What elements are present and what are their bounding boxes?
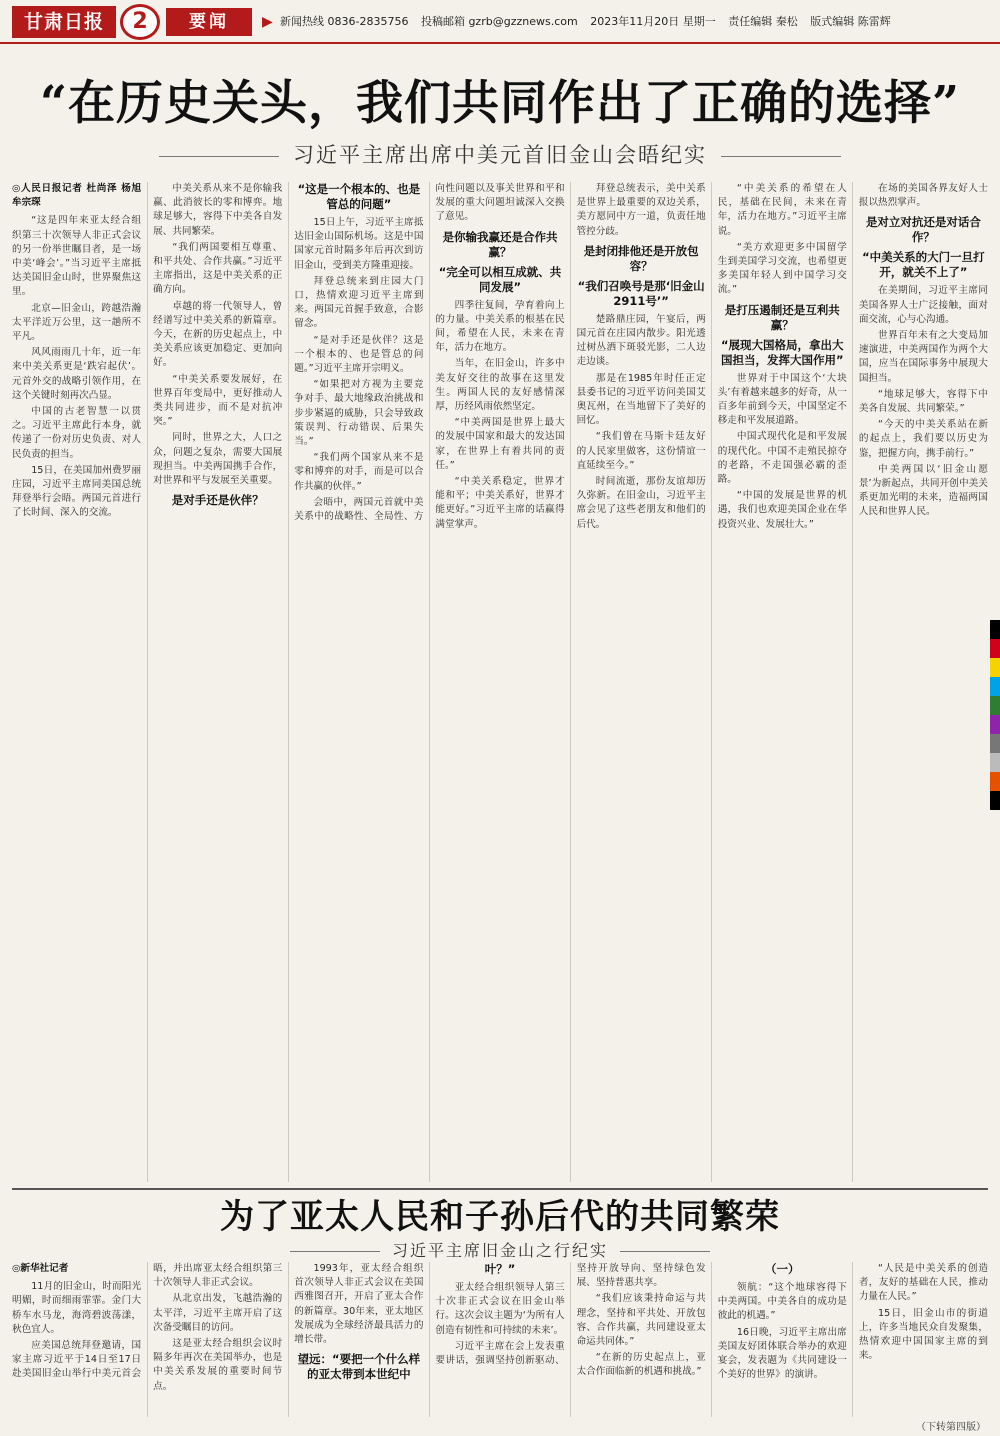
- paragraph: 楚路鼎庄园，午宴后，两国元首在庄园内散步。阳光透过树丛洒下斑驳光影，二人边走边谈。: [576, 313, 706, 368]
- paragraph: 那是在1985年时任正定县委书记的习近平访问美国艾奥瓦州，在当地留下了美好的回忆。: [576, 372, 706, 427]
- paragraph: 在美期间，习近平主席同美国各界人士广泛接触，面对面交流，心与心沟通。: [858, 285, 988, 325]
- paragraph: 中国的古老智慧一以贯之。习近平主席此行本身，就传递了一份对历史负责、对人民负责的担当。: [12, 406, 142, 460]
- paragraph: 四季往复间，孕育着向上的力量。中美关系的根基在民间，希望在人民，未来在青年，活力在地方。: [435, 299, 565, 354]
- color-swatch: [990, 734, 1000, 753]
- paragraph: 1993年，亚太经合组织首次领导人非正式会议在美国西雅图召开，开启了亚太合作的新篇章。30年来，亚太地区发展成为全球经济最具活力的增长带。: [294, 1263, 424, 1346]
- arrow-icon: ▶: [262, 14, 273, 30]
- paragraph: “这是四年来亚太经合组织第三十次领导人非正式会议的另一份举世瞩目者，是一场中美‘峰会’。”当习近平主席抵达美国旧金山时，世界聚焦这里。: [12, 215, 142, 298]
- paragraph: 领航：“这个地球容得下中美两国。中美各自的成功是彼此的机遇。”: [717, 1282, 847, 1322]
- paragraph: “今天的中美关系站在新的起点上，我们要以历史为鉴，把握方向，携手前行。”: [858, 419, 988, 459]
- print-color-bar: [990, 620, 1000, 810]
- paragraph: 卓越的将一代领导人，曾经谱写过中美关系的新篇章。今天，在新的历史起点上，中美关系应该更加稳定、更加向好。: [153, 300, 283, 369]
- rule-left: [290, 1251, 380, 1252]
- paragraph: 15日，旧金山市的街道上，许多当地民众自发聚集，热情欢迎中国国家主席的到来。: [858, 1307, 988, 1362]
- paragraph: 亚太经合组织领导人第三十次非正式会议在旧金山举行。这次会议主题为‘为所有人创造有韧性和可持续的未来’。: [435, 1282, 565, 1336]
- editor-text: 责任编辑 秦松: [728, 15, 798, 28]
- paragraph: “我们应该秉持命运与共理念，坚持和平共处、开放包容、合作共赢，共同建设亚太命运共同体。”: [576, 1293, 706, 1348]
- color-swatch: [990, 677, 1000, 696]
- paragraph: “如果把对方视为主要竞争对手、最大地缘政治挑战和步步紧逼的威胁，只会导致政策误判、行动错误、后果失当。”: [294, 379, 424, 448]
- paragraph: 北京—旧金山，跨越浩瀚太平洋近万公里，这一趟所不平凡。: [12, 302, 142, 343]
- paragraph: 会晤中，两国元首就中美关系中的战略性、全局性、方向性问题以及事关世界和平和发展的重大问题坦诚深入交换了意见。: [294, 183, 565, 523]
- paragraph: 从北京出发，飞越浩瀚的太平洋，习近平主席开启了这次备受瞩目的访问。: [153, 1293, 283, 1333]
- paragraph: “我们两个国家从来不是零和博弈的对手，而是可以合作共赢的伙伴。”: [294, 452, 424, 492]
- color-swatch: [990, 753, 1000, 772]
- section-subhead-quote: “完全可以相互成就、共同发展”: [438, 264, 562, 294]
- section-subhead: 是打压遏制还是互利共赢？: [724, 302, 840, 332]
- section-subhead: 是对立对抗还是对话合作？: [865, 215, 981, 245]
- article1-subheadline-wrap: [0, 140, 1000, 170]
- paragraph: “在新的历史起点上，亚太合作面临新的机遇和挑战。”: [576, 1352, 706, 1378]
- masthead: [0, 0, 1000, 44]
- paragraph: 16日晚，习近平主席出席美国友好团体联合举办的欢迎宴会，发表题为《共同建设一个美好的世界》的演讲。: [717, 1326, 847, 1381]
- color-swatch: [990, 715, 1000, 734]
- section-subhead: 望远：“要把一个什么样的亚太带到本世纪中叶？”: [297, 1262, 516, 1382]
- section-subhead: 是封闭排他还是开放包容？: [583, 243, 699, 273]
- date-text: 2023年11月20日 星期一: [590, 15, 716, 28]
- newspaper-logo: 甘肃日报: [12, 6, 116, 38]
- color-swatch: [990, 791, 1000, 810]
- paragraph: 中国式现代化是和平发展的现代化。中国不走殖民掠夺的老路，不走国强必霸的歪路。: [717, 431, 847, 486]
- article1-subheadline: 习近平主席出席中美元首旧金山会晤纪实: [293, 143, 707, 167]
- layout-editor-text: 版式编辑 陈雷辉: [810, 15, 891, 28]
- color-swatch: [990, 696, 1000, 715]
- section-subhead-quote: “中美关系的大门一旦打开，就关不上了”: [862, 250, 985, 280]
- paragraph: 11月的旧金山，时而阳光明媚，时而细雨霏霏。金门大桥车水马龙，海湾碧波荡漾，秋色宜人。: [12, 1281, 142, 1335]
- paragraph: “美方欢迎更多中国留学生到美国学习交流，也希望更多美国年轻人到中国学习交流。”: [717, 241, 847, 296]
- email-text: 投稿邮箱 gzrb@gzznews.com: [420, 15, 578, 28]
- continued-note: （下转第四版）: [916, 1422, 986, 1433]
- article2-headline: 为了亚太人民和子孙后代的共同繁荣: [220, 1197, 780, 1237]
- article2-subheadline-wrap: [0, 1240, 1000, 1262]
- section-subhead-quote: “我们召唤号是那‘旧金山2911号’”: [577, 278, 705, 308]
- section-label: 要闻: [166, 8, 252, 36]
- paragraph: “中美关系稳定，世界才能和平；中美关系好，世界才能更好。”习近平主席的话赢得满堂掌声。: [435, 476, 565, 530]
- rule-left: [159, 156, 279, 157]
- paragraph: “我们两国要相互尊重、和平共处、合作共赢。”习近平主席指出，这是中美关系的正确方向。: [153, 241, 283, 296]
- paragraph: “中国的发展是世界的机遇，我们也欢迎美国企业在华投资兴业、发展壮大。”: [717, 490, 847, 530]
- section-subhead: （一）: [765, 1262, 800, 1276]
- article-divider: [12, 1188, 988, 1190]
- paragraph: “中美两国是世界上最大的发展中国家和最大的发达国家，在世界上有着共同的责任。”: [435, 417, 565, 471]
- paragraph: 拜登总统表示，美中关系是世界上最重要的双边关系，美方愿同中方一道，负责任地管控分歧。: [576, 183, 706, 237]
- section-subhead-quote: “展现大国格局，拿出大国担当，发挥大国作用”: [720, 337, 844, 367]
- rule-right: [721, 156, 841, 157]
- article1-byline: ◎人民日报记者 杜尚泽 杨旭 牟宗琛: [12, 183, 142, 209]
- color-swatch: [990, 620, 1000, 639]
- rule-right: [620, 1251, 710, 1252]
- article1-body: [12, 182, 988, 1182]
- paragraph: 在场的美国各界友好人士报以热烈掌声。: [858, 183, 988, 209]
- paragraph: 时间流逝，那份友谊却历久弥新。在旧金山，习近平主席会见了这些老朋友和他们的后代。: [576, 476, 706, 530]
- paragraph: 应美国总统拜登邀请，国家主席习近平于14日至17日赴美国旧金山举行中美元首会晤，并出席亚太经合组织第三十次领导人非正式会议。: [12, 1263, 283, 1380]
- masthead-meta: [280, 8, 980, 36]
- paragraph: “人民是中美关系的创造者，友好的基础在人民，推动力量在人民。”: [858, 1263, 988, 1303]
- article2-body: [12, 1262, 988, 1417]
- paragraph: 中美关系从来不是你输我赢、此消彼长的零和博弈。地球足够大，容得下中美各自发展、共同繁荣。: [153, 183, 283, 237]
- paragraph: “我们曾在马斯卡廷友好的人民家里做客，这份情谊一直延续至今。”: [576, 431, 706, 471]
- paragraph: 世界百年未有之大变局加速演进，中美两国作为两个大国，应当在国际事务中展现大国担当。: [858, 330, 988, 384]
- paragraph: 15日上午，习近平主席抵达旧金山国际机场。这是中国国家元首时隔多年后再次到访旧金山，受到美方隆重迎接。: [294, 217, 424, 271]
- paragraph: 15日，在美国加州费罗丽庄园，习近平主席同美国总统拜登举行会晤。两国元首进行了长时间、深入的交流。: [12, 464, 142, 519]
- color-swatch: [990, 639, 1000, 658]
- paragraph: 风风雨雨几十年，近一年来中美关系更是‘跌宕起伏’。元首外交的战略引领作用，在这个关键时刻再次凸显。: [12, 347, 142, 401]
- paragraph: 当年，在旧金山，许多中美友好交往的故事在这里发生。两国人民的友好感情深厚，历经风雨依然坚定。: [435, 358, 565, 413]
- paragraph: “中美关系要发展好，在世界百年变局中，更好推动人类共同进步，而不是对抗冲突。”: [153, 373, 283, 428]
- article2-subheadline: 习近平主席旧金山之行纪实: [391, 1241, 608, 1260]
- page-number-badge: 2: [120, 4, 160, 40]
- paragraph: “地球足够大，容得下中美各自发展、共同繁荣。”: [858, 388, 988, 415]
- color-swatch: [990, 658, 1000, 677]
- paragraph: 世界对于中国这个‘大块头’有着越来越多的好奇，从一百多年前到今天，中国坚定不移走和平发展道路。: [717, 372, 847, 427]
- paragraph: 习近平主席在会上发表重要讲话，强调坚持创新驱动、坚持开放导向、坚持绿色发展、坚持普惠共享。: [435, 1263, 706, 1367]
- hotline-text: 新闻热线 0836-2835756: [280, 15, 409, 28]
- paragraph: “是对手还是伙伴？这是一个根本的、也是管总的问题。”习近平主席开宗明义。: [294, 334, 424, 375]
- section-subhead-quote: “这是一个根本的、也是管总的问题”: [297, 182, 421, 211]
- paragraph: “中美关系的希望在人民，基础在民间，未来在青年，活力在地方。”习近平主席说。: [717, 183, 847, 237]
- paragraph: 同时，世界之大，人口之众，问题之复杂，需要大国展现担当。中美两国携手合作，对世界和平与发展至关重要。: [153, 432, 283, 487]
- paragraph: 中美两国以‘旧金山愿景’为新起点，共同开创中美关系更加光明的未来，造福两国人民和世界人民。: [858, 463, 988, 518]
- paragraph: 这是亚太经合组织会议时隔多年再次在美国举办，也是中美关系发展的重要时间节点。: [153, 1338, 283, 1392]
- article2-byline: ◎新华社记者: [12, 1263, 69, 1274]
- section-subhead: 是你输我赢还是合作共赢？: [442, 229, 558, 259]
- article1-headline: “在历史关头，我们共同作出了正确的选择”: [39, 76, 961, 131]
- color-swatch: [990, 772, 1000, 791]
- paragraph: 拜登总统来到庄园大门口，热情欢迎习近平主席到来。两国元首握手致意，合影留念。: [294, 275, 424, 330]
- section-subhead: 是对手还是伙伴？: [171, 493, 264, 508]
